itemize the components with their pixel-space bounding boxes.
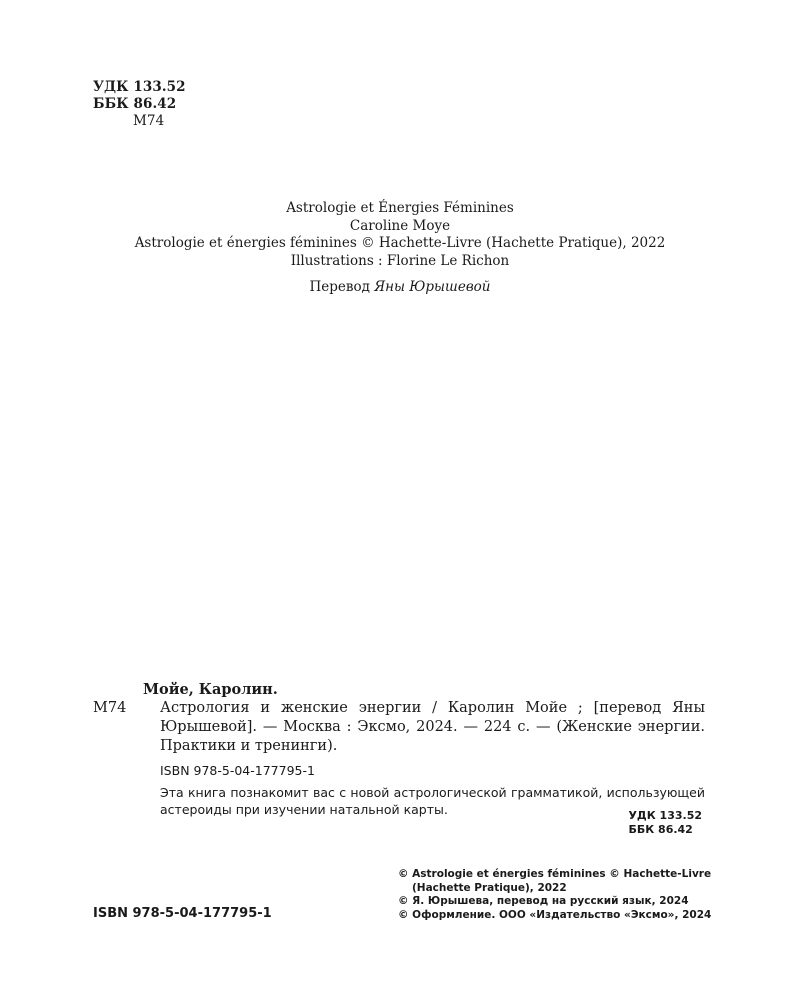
record-description bbox=[93, 699, 705, 756]
record-annotation: Эта книга познакомит вас с новой астрологической грамматикой, использующей астероиды при изучении натальной карты. bbox=[160, 785, 705, 817]
record-author-mark: М74 bbox=[93, 700, 127, 716]
original-copyright: Astrologie et énergies féminines © Hachette-Livre (Hachette Pratique), 2022 bbox=[134, 235, 666, 251]
copyright-design: © Оформление. ООО «Издательство «Эксмо», 2024 bbox=[398, 908, 712, 921]
bibliographic-record bbox=[93, 680, 705, 818]
copyright-original: © Astrologie et énergies féminines © Hachette-Livre bbox=[398, 868, 712, 880]
classification-codes bbox=[93, 79, 186, 130]
record-bbk: ББК 86.42 bbox=[628, 823, 693, 836]
copyright-translation: © Я. Юрышева, перевод на русский язык, 2024 bbox=[398, 895, 689, 907]
translation-label: Перевод bbox=[309, 279, 370, 295]
record-udk: УДК 133.52 bbox=[628, 809, 702, 822]
copyright-original-cont: (Hachette Pratique), 2022 bbox=[412, 881, 567, 894]
author-mark: М74 bbox=[133, 113, 165, 129]
udk-code: УДК 133.52 bbox=[93, 79, 186, 95]
record-classification-codes bbox=[628, 809, 702, 837]
original-edition-block bbox=[0, 200, 800, 297]
record-author-heading: Мойе, Каролин. bbox=[143, 681, 278, 698]
translator-name: Яны Юрышевой bbox=[374, 279, 491, 295]
illustrations-credit: Illustrations : Florine Le Richon bbox=[290, 252, 510, 269]
footer-isbn: ISBN 978-5-04-177795-1 bbox=[93, 906, 272, 921]
translation-credit bbox=[0, 279, 800, 297]
original-title: Astrologie et Énergies Féminines bbox=[286, 200, 514, 216]
bbk-code: ББК 86.42 bbox=[93, 96, 177, 112]
record-isbn: ISBN 978-5-04-177795-1 bbox=[160, 763, 315, 778]
original-author: Caroline Moye bbox=[349, 217, 451, 234]
record-description-text: Астрология и женские энергии / Каролин Мойе ; [перевод Яны Юрышевой]. — Москва : Эксмо, 2024. — 224 с. — (Женские энергии. Практики и тренинги). bbox=[160, 700, 705, 754]
copyright-notices bbox=[398, 868, 718, 922]
